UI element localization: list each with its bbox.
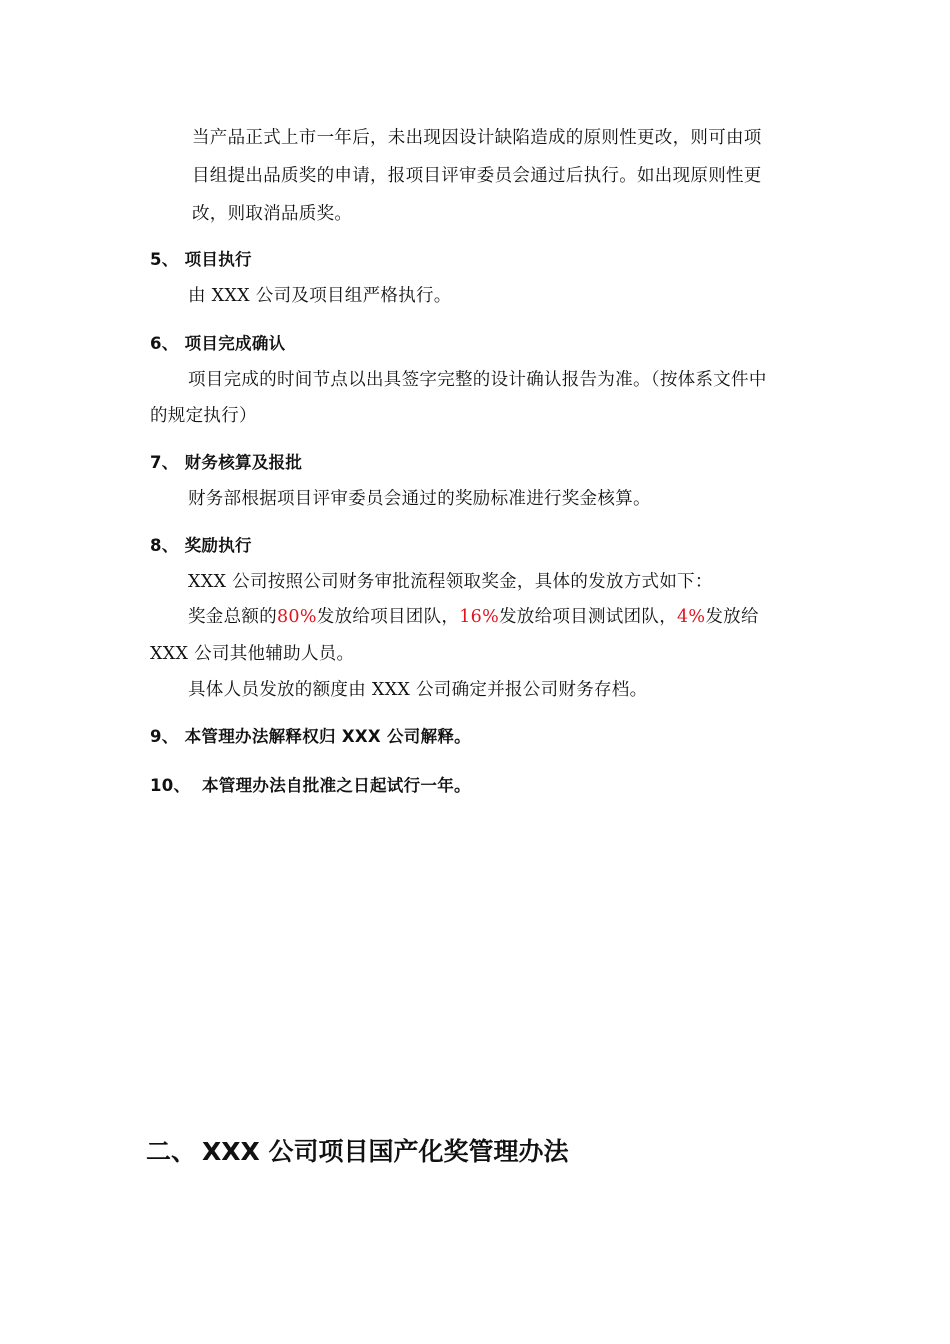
section-6-heading: 6、 项目完成确认 <box>150 334 286 353</box>
part-2-title: XXX 公司项目国产化奖管理办法 <box>202 1137 569 1166</box>
part-2-number: 二、 <box>146 1137 197 1166</box>
distribution-text-a: 奖金总额的 <box>188 607 277 627</box>
section-5-heading: 5、 项目执行 <box>150 250 252 269</box>
section-8-line-3: XXX 公司其他辅助人员。 <box>150 644 355 664</box>
section-5-body: 由 XXX 公司及项目组严格执行。 <box>188 286 452 306</box>
intro-line-3: 改，则取消品质奖。 <box>192 204 353 224</box>
intro-line-2: 目组提出品质奖的申请，报项目评审委员会通过后执行。如出现原则性更 <box>192 166 762 186</box>
section-6-body-line-2: 的规定执行） <box>150 406 257 426</box>
section-8-heading: 8、 奖励执行 <box>150 536 252 555</box>
section-8-line-2 <box>188 605 759 629</box>
section-7-heading: 7、 财务核算及报批 <box>150 453 303 472</box>
section-6-body-line-1: 项目完成的时间节点以出具签字完整的设计确认报告为准。（按体系文件中 <box>188 370 767 390</box>
distribution-text-d: 发放给 <box>705 607 759 627</box>
intro-line-1: 当产品正式上市一年后，未出现因设计缺陷造成的原则性更改，则可由项 <box>192 128 762 148</box>
distribution-pct-project-team: 80% <box>277 607 317 627</box>
section-8-line-1: XXX 公司按照公司财务审批流程领取奖金，具体的发放方式如下： <box>188 572 713 592</box>
section-7-body: 财务部根据项目评审委员会通过的奖励标准进行奖金核算。 <box>188 489 651 509</box>
section-10-number: 10、 <box>150 776 191 795</box>
section-10-heading: 本管理办法自批准之日起试行一年。 <box>202 776 471 795</box>
distribution-pct-support-staff: 4% <box>677 607 706 627</box>
distribution-text-c: 发放给项目测试团队， <box>499 607 677 627</box>
section-9-heading: 9、 本管理办法解释权归 XXX 公司解释。 <box>150 727 471 746</box>
section-8-line-4: 具体人员发放的额度由 XXX 公司确定并报公司财务存档。 <box>188 680 648 700</box>
distribution-pct-test-team: 16% <box>459 607 499 627</box>
distribution-text-b: 发放给项目团队， <box>316 607 460 627</box>
